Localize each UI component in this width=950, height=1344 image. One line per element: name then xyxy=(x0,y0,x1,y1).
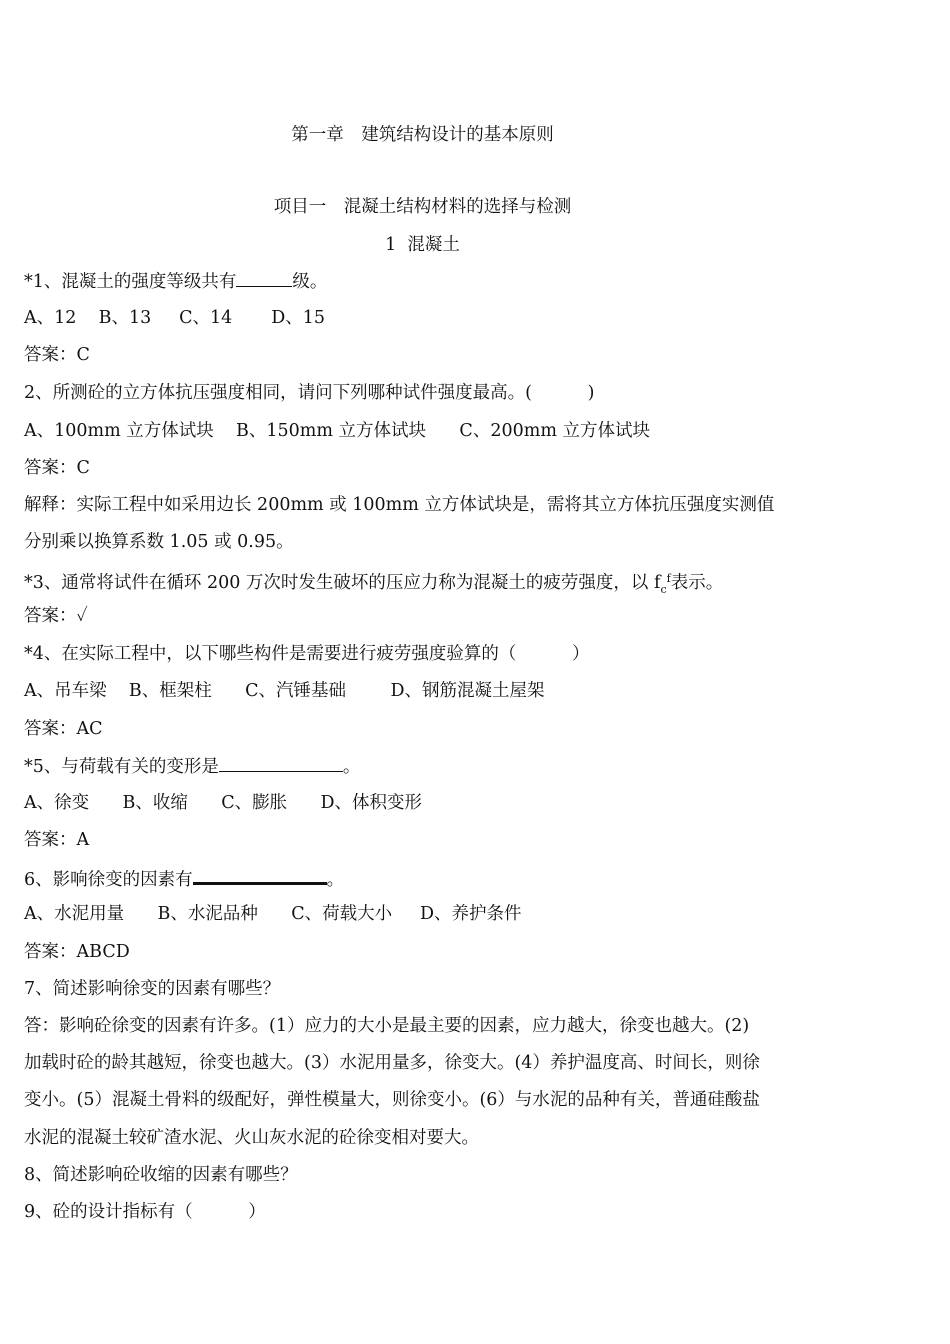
chapter-title: 第一章 建筑结构设计的基本原则 xyxy=(291,125,554,145)
question-6-suffix: 。 xyxy=(326,870,345,890)
question-5-answer: 答案：A xyxy=(24,830,90,850)
fill-blank-6 xyxy=(193,866,327,885)
question-2-explanation-line-2: 分别乘以换算系数 1.05 或 0.95。 xyxy=(24,532,294,552)
question-5 xyxy=(24,755,360,778)
question-7-answer-line-3: 变小。(5）混凝土骨料的级配好，弹性模量大，则徐变小。(6）与水泥的品种有关，普通硅酸盐 xyxy=(24,1090,760,1110)
question-7-answer-line-2: 加载时砼的龄其越短，徐变也越大。(3）水泥用量多，徐变大。(4）养护温度高、时间长，则徐 xyxy=(24,1053,760,1073)
question-6-options: A、水泥用量 B、水泥品种 C、荷载大小 D、养护条件 xyxy=(24,904,522,924)
fatigue-superscript: f xyxy=(666,572,671,585)
fill-blank-1 xyxy=(236,270,292,287)
section-title: 1 混凝土 xyxy=(385,235,460,255)
question-2: 2、所测砼的立方体抗压强度相同，请问下列哪种试件强度最高。( ) xyxy=(24,383,595,403)
question-7-answer-line-4: 水泥的混凝土较矿渣水泥、火山灰水泥的砼徐变相对要大。 xyxy=(24,1128,479,1148)
question-5-text: *5、与荷载有关的变形是 xyxy=(24,757,219,777)
question-3-suffix: 表示。 xyxy=(670,573,724,593)
question-4-answer: 答案：AC xyxy=(24,719,103,739)
question-8: 8、简述影响砼收缩的因素有哪些？ xyxy=(24,1165,298,1185)
question-3-answer: 答案：✓ xyxy=(24,606,88,626)
question-5-options: A、徐变 B、收缩 C、膨胀 D、体积变形 xyxy=(24,793,423,813)
question-1-options: A、12 B、13 C、14 D、15 xyxy=(24,308,325,328)
fatigue-subscript: c xyxy=(660,583,667,596)
question-4: *4、在实际工程中，以下哪些构件是需要进行疲劳强度验算的（ ） xyxy=(24,644,590,664)
question-1-suffix: 级。 xyxy=(292,272,328,292)
fill-blank-5 xyxy=(219,755,343,772)
question-6 xyxy=(24,866,344,891)
question-3 xyxy=(24,568,723,601)
question-1 xyxy=(24,270,327,293)
question-7-answer-line-1: 答：影响砼徐变的因素有许多。(1）应力的大小是最主要的因素，应力越大，徐变也越大。(2) xyxy=(24,1016,750,1036)
question-5-suffix: 。 xyxy=(342,757,361,777)
question-2-options: A、100mm 立方体试块 B、150mm 立方体试块 C、200mm 立方体试块 xyxy=(24,421,650,441)
question-6-answer: 答案：ABCD xyxy=(24,942,130,962)
question-9: 9、砼的设计指标有（ ） xyxy=(24,1202,266,1222)
project-title: 项目一 混凝土结构材料的选择与检测 xyxy=(273,197,572,217)
question-2-answer: 答案：C xyxy=(24,458,90,478)
question-2-explanation-line-1: 解释：实际工程中如采用边长 200mm 或 100mm 立方体试块是，需将其立方体抗压强度实测值 xyxy=(24,495,775,515)
question-3-text: *3、通常将试件在循环 200 万次时发生破坏的压应力称为混凝土的疲劳强度，以 f xyxy=(24,573,661,593)
question-6-text: 6、影响徐变的因素有 xyxy=(24,870,193,890)
question-1-answer: 答案：C xyxy=(24,345,90,365)
question-4-options: A、吊车梁 B、框架柱 C、汽锤基础 D、钢筋混凝土屋架 xyxy=(24,681,545,701)
question-1-text: *1、混凝土的强度等级共有 xyxy=(24,272,237,292)
question-7: 7、简述影响徐变的因素有哪些？ xyxy=(24,979,281,999)
